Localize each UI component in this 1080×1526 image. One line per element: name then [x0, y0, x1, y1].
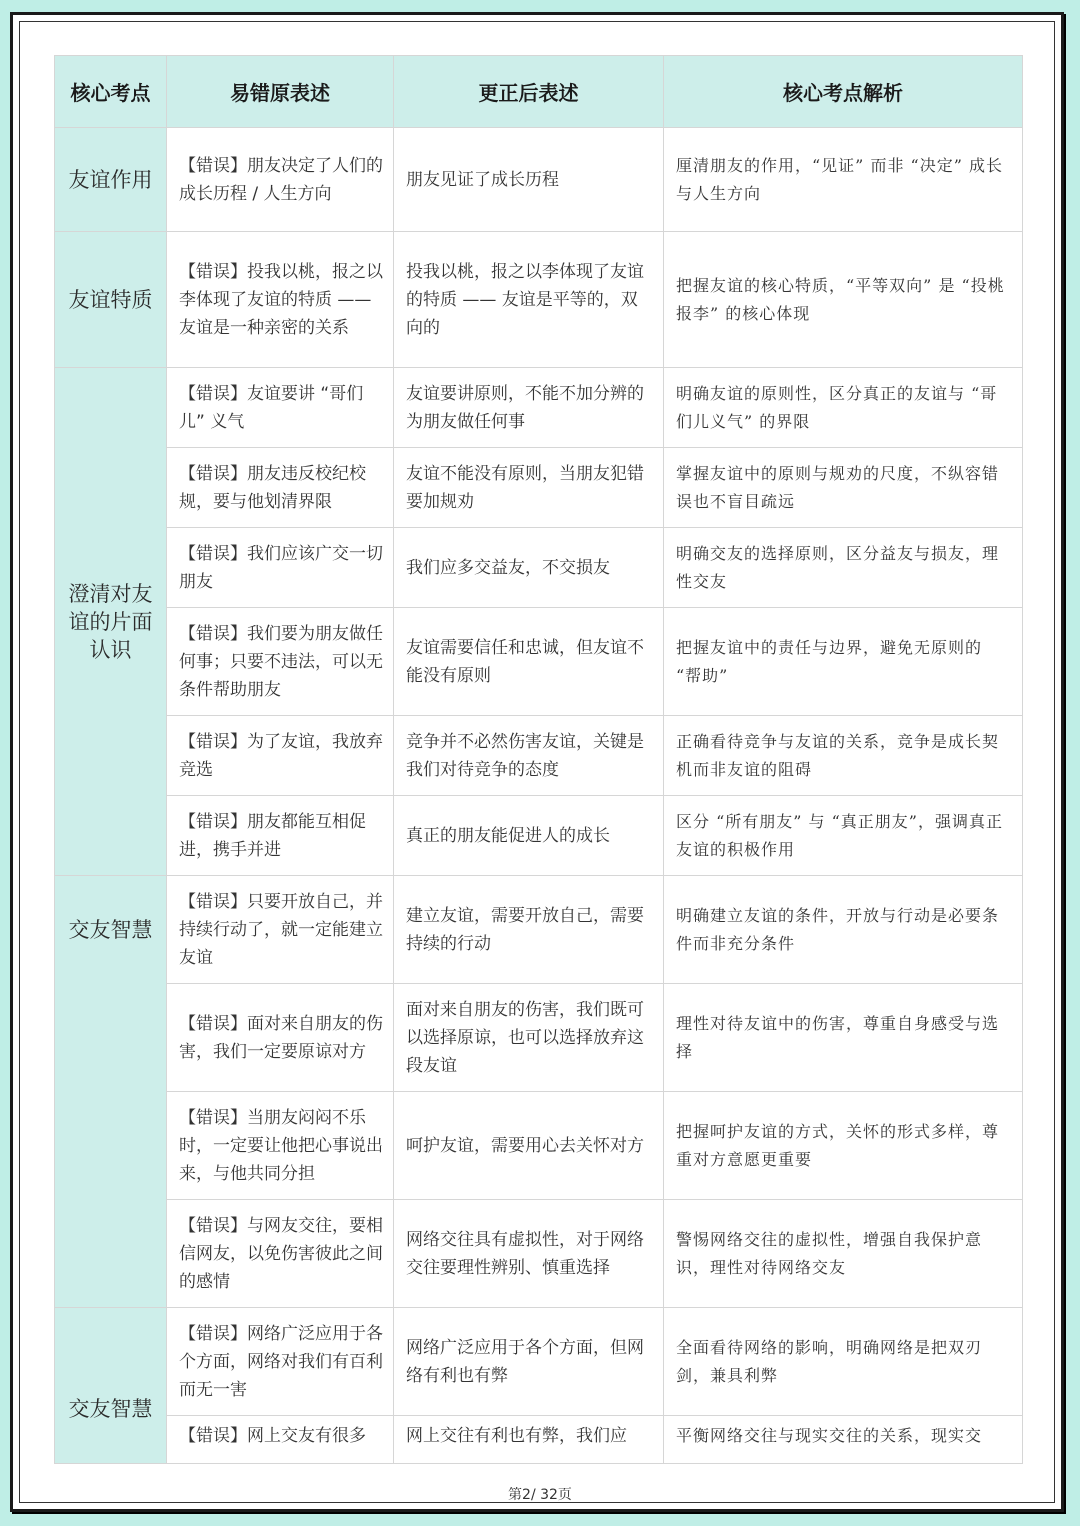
table-row: [55, 876, 1023, 984]
table-header-row: [55, 56, 1023, 128]
analysis-cell: 明确友谊的原则性，区分真正的友谊与 “哥们儿义气” 的界限: [664, 368, 1023, 448]
corrected-statement-cell: 投我以桃，报之以李体现了友谊的特质 —— 友谊是平等的，双向的: [394, 232, 664, 368]
table-row: [55, 448, 1023, 528]
topic-cell: 友谊特质: [55, 232, 167, 368]
table-row: [55, 368, 1023, 448]
analysis-cell: 正确看待竞争与友谊的关系，竞争是成长契机而非友谊的阻碍: [664, 716, 1023, 796]
corrected-statement-cell: 网络交往具有虚拟性，对于网络交往要理性辨别、慎重选择: [394, 1200, 664, 1308]
table-row: [55, 608, 1023, 716]
topic-cell: 交友智慧: [55, 876, 167, 1308]
table-row: [55, 716, 1023, 796]
corrected-statement-cell: 建立友谊，需要开放自己，需要持续的行动: [394, 876, 664, 984]
wrong-statement-cell: 【错误】友谊要讲 “哥们儿” 义气: [167, 368, 394, 448]
table-row: [55, 528, 1023, 608]
analysis-cell: 把握友谊的核心特质，“平等双向” 是 “投桃报李” 的核心体现: [664, 232, 1023, 368]
header-core-point: 核心考点: [55, 56, 167, 128]
analysis-cell: 理性对待友谊中的伤害，尊重自身感受与选择: [664, 984, 1023, 1092]
wrong-statement-cell: 【错误】朋友都能互相促进，携手并进: [167, 796, 394, 876]
analysis-cell: 警惕网络交往的虚拟性，增强自我保护意识，理性对待网络交友: [664, 1200, 1023, 1308]
analysis-cell: 明确建立友谊的条件，开放与行动是必要条件而非充分条件: [664, 876, 1023, 984]
wrong-statement-cell: 【错误】面对来自朋友的伤害，我们一定要原谅对方: [167, 984, 394, 1092]
corrected-statement-cell: 竞争并不必然伤害友谊，关键是我们对待竞争的态度: [394, 716, 664, 796]
topic-cell: 友谊作用: [55, 128, 167, 232]
corrected-statement-cell: 朋友见证了成长历程: [394, 128, 664, 232]
header-corrected-statement: 更正后表述: [394, 56, 664, 128]
corrected-statement-cell: 友谊要讲原则，不能不加分辨的为朋友做任何事: [394, 368, 664, 448]
wrong-statement-cell: 【错误】网上交友有很多: [167, 1416, 394, 1464]
table-row: [55, 1092, 1023, 1200]
analysis-cell: 掌握友谊中的原则与规劝的尺度，不纵容错误也不盲目疏远: [664, 448, 1023, 528]
analysis-cell: 平衡网络交往与现实交往的关系，现实交: [664, 1416, 1023, 1464]
wrong-statement-cell: 【错误】当朋友闷闷不乐时，一定要让他把心事说出来，与他共同分担: [167, 1092, 394, 1200]
analysis-cell: 把握呵护友谊的方式，关怀的形式多样，尊重对方意愿更重要: [664, 1092, 1023, 1200]
corrected-statement-cell: 呵护友谊，需要用心去关怀对方: [394, 1092, 664, 1200]
analysis-cell: 厘清朋友的作用，“见证” 而非 “决定” 成长与人生方向: [664, 128, 1023, 232]
table-row: [55, 128, 1023, 232]
header-wrong-statement: 易错原表述: [167, 56, 394, 128]
wrong-statement-cell: 【错误】我们要为朋友做任何事；只要不违法，可以无条件帮助朋友: [167, 608, 394, 716]
wrong-statement-cell: 【错误】与网友交往，要相信网友，以免伤害彼此之间的感情: [167, 1200, 394, 1308]
table-row: [55, 984, 1023, 1092]
wrong-statement-cell: 【错误】朋友决定了人们的成长历程 / 人生方向: [167, 128, 394, 232]
wrong-statement-cell: 【错误】我们应该广交一切朋友: [167, 528, 394, 608]
corrected-statement-cell: 网络广泛应用于各个方面，但网络有利也有弊: [394, 1308, 664, 1416]
analysis-cell: 把握友谊中的责任与边界，避免无原则的 “帮助”: [664, 608, 1023, 716]
table-row: [55, 232, 1023, 368]
corrected-statement-cell: 网上交往有利也有弊，我们应: [394, 1416, 664, 1464]
corrected-statement-cell: 友谊不能没有原则，当朋友犯错要加规劝: [394, 448, 664, 528]
corrected-statement-cell: 真正的朋友能促进人的成长: [394, 796, 664, 876]
header-analysis: 核心考点解析: [664, 56, 1023, 128]
wrong-statement-cell: 【错误】朋友违反校纪校规，要与他划清界限: [167, 448, 394, 528]
table-row: [55, 1200, 1023, 1308]
table-row: [55, 1308, 1023, 1416]
topic-cell: 澄清对友谊的片面认识: [55, 368, 167, 876]
exam-points-table: [54, 55, 1023, 1464]
wrong-statement-cell: 【错误】只要开放自己，并持续行动了，就一定能建立友谊: [167, 876, 394, 984]
analysis-cell: 区分 “所有朋友” 与 “真正朋友”，强调真正友谊的积极作用: [664, 796, 1023, 876]
wrong-statement-cell: 【错误】网络广泛应用于各个方面，网络对我们有百利而无一害: [167, 1308, 394, 1416]
table-row: [55, 1416, 1023, 1464]
table-row: [55, 796, 1023, 876]
analysis-cell: 明确交友的选择原则，区分益友与损友，理性交友: [664, 528, 1023, 608]
wrong-statement-cell: 【错误】投我以桃，报之以李体现了友谊的特质 —— 友谊是一种亲密的关系: [167, 232, 394, 368]
wrong-statement-cell: 【错误】为了友谊，我放弃竞选: [167, 716, 394, 796]
page-number: 第2/ 32页: [508, 1487, 572, 1503]
corrected-statement-cell: 面对来自朋友的伤害，我们既可以选择原谅，也可以选择放弃这段友谊: [394, 984, 664, 1092]
corrected-statement-cell: 我们应多交益友，不交损友: [394, 528, 664, 608]
corrected-statement-cell: 友谊需要信任和忠诚，但友谊不能没有原则: [394, 608, 664, 716]
topic-cell: 交友智慧: [55, 1308, 167, 1464]
analysis-cell: 全面看待网络的影响，明确网络是把双刃剑，兼具利弊: [664, 1308, 1023, 1416]
